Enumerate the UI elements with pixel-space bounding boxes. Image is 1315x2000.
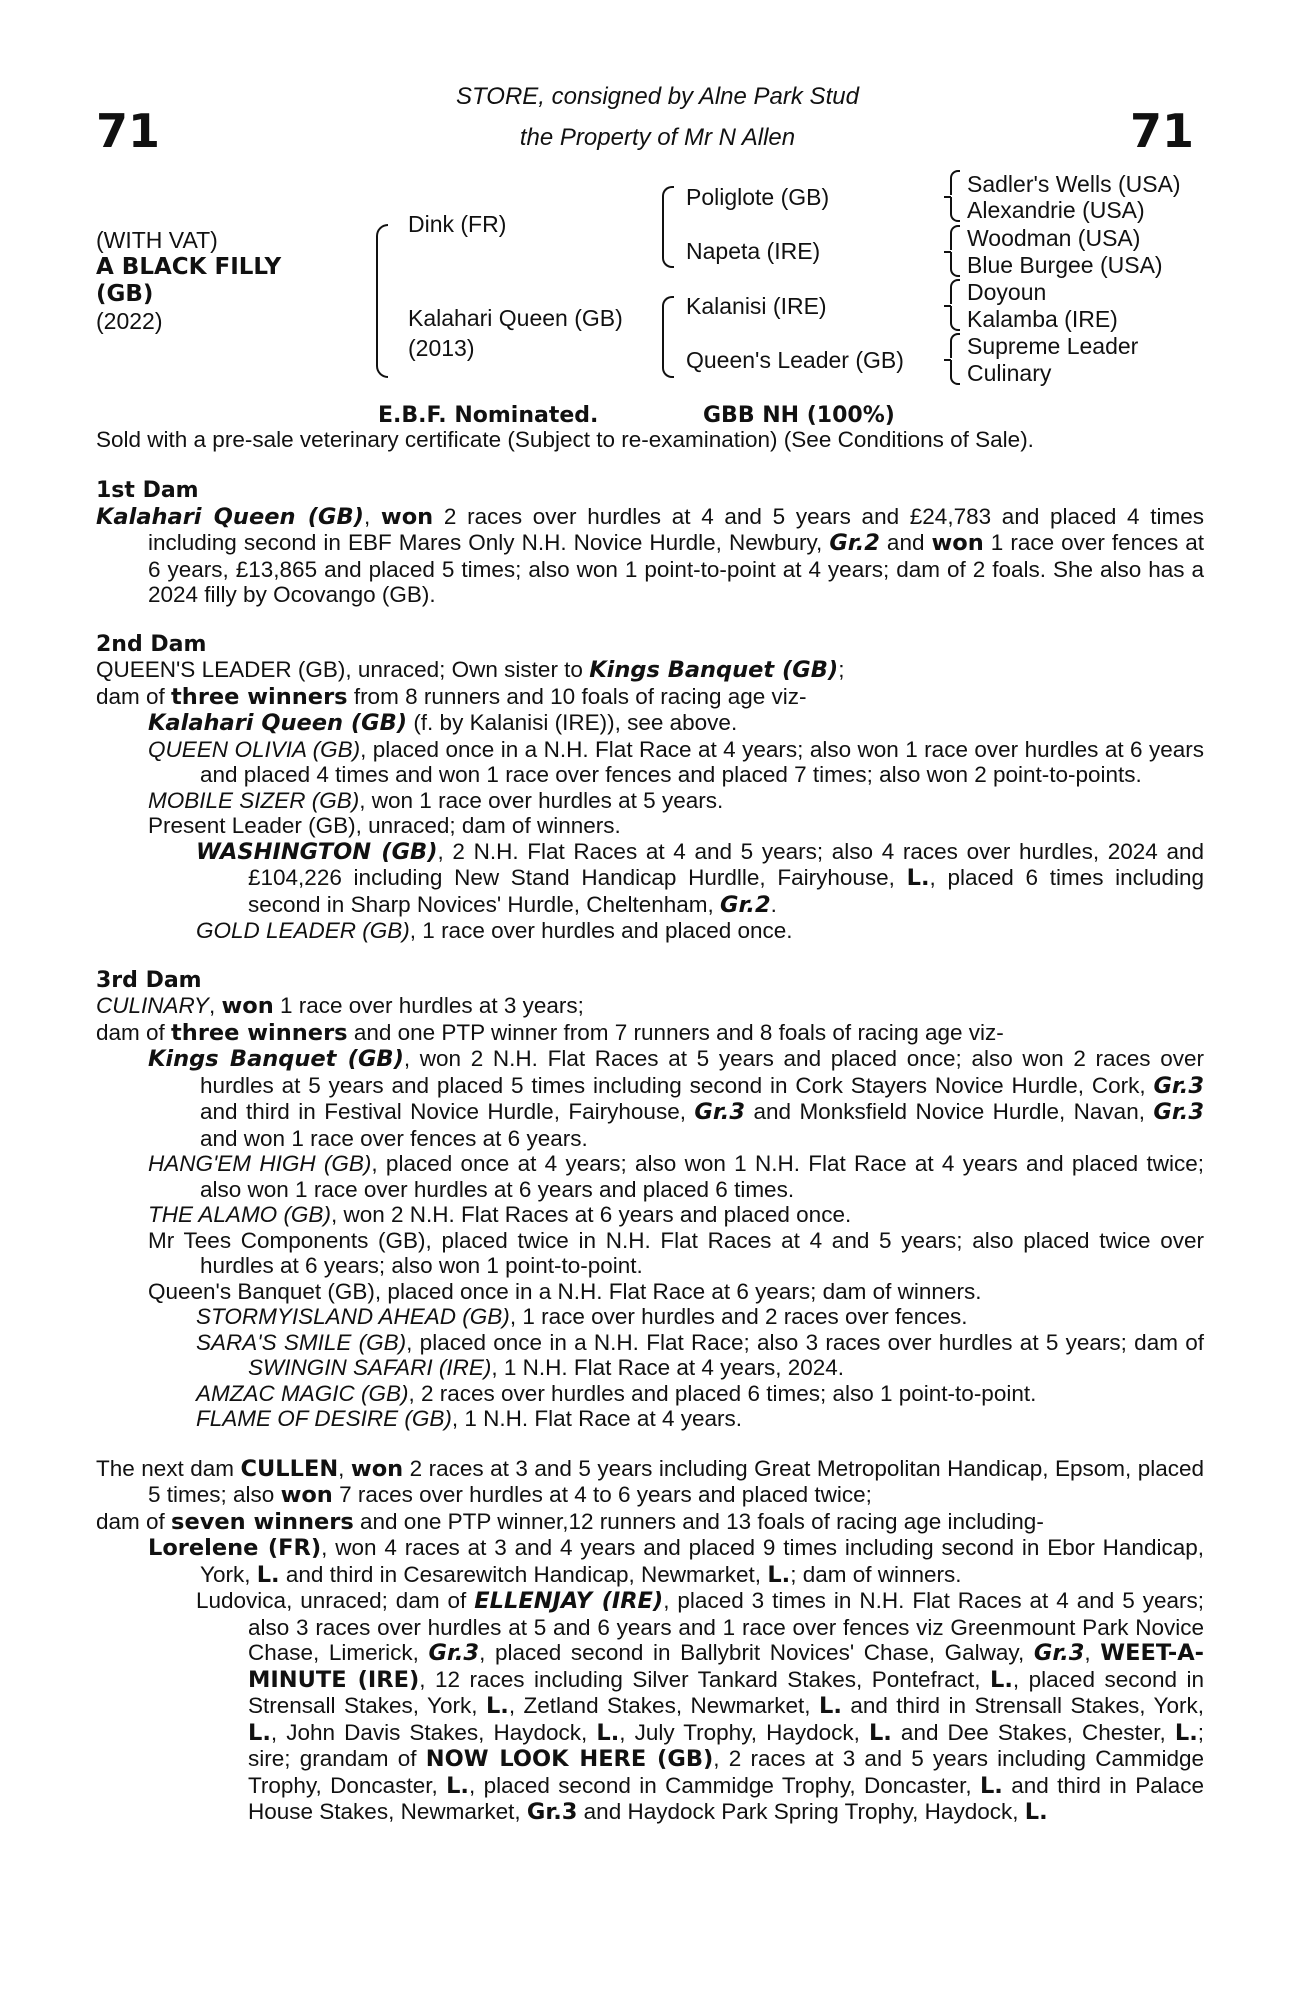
first-dam-paragraph: Kalahari Queen (GB), won 2 races over hurdles at 4 and 5 years and £24,783 and placed 4 times including second in EBF Mares Only N.H. Novice Hurdle, Newbury, Gr.2 and won 1 race over fences at 6 years, £13,865 and placed 5 times; also won 1 point-to-point at 4 years; dam of 2 foals. She also has a 2024 filly by Ocovango (GB). — [96, 503, 1205, 607]
pedigree-sire-sire: Poliglote (GB) — [686, 184, 830, 210]
pedigree-brace-g3 — [944, 279, 954, 331]
pedigree-gg-4: Blue Burgee (USA) — [967, 252, 1163, 278]
pedigree-brace-g2 — [944, 225, 954, 277]
produce-entry: THE ALAMO (GB), won 2 N.H. Flat Races at 6 years and placed once. — [148, 1202, 852, 1227]
property-line: the Property of Mr N Allen — [519, 124, 796, 151]
gbb-nomination: GBB NH (100%) — [703, 403, 895, 428]
lot-number-right: 71 — [1130, 104, 1195, 158]
pedigree-gg-2: Alexandrie (USA) — [967, 197, 1145, 223]
produce-entry: QUEEN OLIVIA (GB), placed once in a N.H. Flat Race at 4 years; also won 1 race over hurdles at 6 years and placed 4 times and won 1 race over fences and placed 7 times; also won 2 point-to-points. — [148, 736, 1204, 787]
pedigree-dam: Kalahari Queen (GB) — [408, 305, 623, 331]
catalogue-body — [96, 478, 1204, 1826]
produce-entry: Mr Tees Components (GB), placed twice in N.H. Flat Races at 4 and 5 years; also placed twice over hurdles at 6 years; also won 1 point-to-point. — [148, 1227, 1204, 1278]
produce-entry: Kings Banquet (GB), won 2 N.H. Flat Races at 5 years and placed once; also won 2 races over hurdles at 5 years and placed 5 times including second in Cork Stayers Novice Hurdle, Cork, Gr.3 and third in Festival Novice Hurdle, Fairyhouse, Gr.3 and Monksfield Novice Hurdle, Navan, Gr.3 and won 1 race over fences at 6 years. — [148, 1046, 1204, 1151]
produce-entry: Queen's Banquet (GB), placed once in a N.H. Flat Race at 6 years; dam of winners. — [148, 1278, 982, 1304]
lot-number-left: 71 — [96, 104, 161, 158]
third-dam-heading: 3rd Dam — [96, 967, 202, 993]
second-dam-heading: 2nd Dam — [96, 631, 207, 657]
pedigree-brace-sire — [662, 186, 674, 268]
pedigree-sire: Dink (FR) — [408, 211, 507, 237]
produce-entry-sub: GOLD LEADER (GB), 1 race over hurdles and placed once. — [196, 918, 793, 943]
produce-entry-sub: Ludovica, unraced; dam of ELLENJAY (IRE), placed 3 times in N.H. Flat Races at 4 and 5 years; also 3 races over hurdles at 5 and 6 years and 1 race over fences viz Greenmount Park Novice Chase, Limerick, Gr.3, placed second in Ballybrit Novices' Chase, Galway, Gr.3, WEET-A-MINUTE (IRE), 12 races including Silver Tankard Stakes, Pontefract, L., placed second in Strensall Stakes, York, L., Zetland Stakes, Newmarket, L. and third in Strensall Stakes, York, L., John Davis Stakes, Haydock, L., July Trophy, Haydock, L. and Dee Stakes, Chester, L.; sire; grandam of NOW LOOK HERE (GB), 2 races at 3 and 5 years including Cammidge Trophy, Doncaster, L., placed second in Cammidge Trophy, Doncaster, L. and third in Palace House Stakes, Newmarket, Gr.3 and Haydock Park Spring Trophy, Haydock, L. — [196, 1588, 1205, 1825]
pedigree-brace-g4 — [944, 333, 954, 385]
next-dam-paragraph: The next dam CULLEN, won 2 races at 3 and 5 years including Great Metropolitan Handicap, Epsom, placed 5 times; also won 7 races over hurdles at 4 to 6 years and placed twice; — [96, 1455, 1204, 1508]
pedigree-dam-dam: Queen's Leader (GB) — [686, 347, 904, 373]
horse-country: (GB) — [96, 281, 154, 307]
horse-identity — [96, 227, 281, 335]
pedigree-gg-8: Culinary — [967, 360, 1052, 386]
ebf-nomination: E.B.F. Nominated. — [378, 403, 599, 428]
pedigree-gg-6: Kalamba (IRE) — [967, 306, 1118, 332]
produce-entry-sub: WASHINGTON (GB), 2 N.H. Flat Races at 4 and 5 years; also 4 races over hurdles, 2024 and £104,226 including New Stand Handicap Hurdlle, Fairyhouse, L., placed 6 times including second in Sharp Novices' Hurdle, Cheltenham, Gr.2. — [196, 838, 1205, 918]
third-dam-line: CULINARY, won 1 race over hurdles at 3 years; — [96, 993, 584, 1019]
horse-description: A BLACK FILLY — [96, 254, 282, 280]
pedigree-dam-sire: Kalanisi (IRE) — [686, 293, 827, 319]
first-dam-heading: 1st Dam — [96, 478, 199, 503]
pedigree-gg-7: Supreme Leader — [967, 333, 1139, 359]
next-dam-produce-line: dam of seven winners and one PTP winner,12 runners and 13 foals of racing age including- — [96, 1508, 1044, 1535]
produce-entry: Lorelene (FR), won 4 races at 3 and 4 years and placed 9 times including second in Ebor Handicap, York, L. and third in Cesarewitch Handicap, Newmarket, L.; dam of winners. — [148, 1535, 1204, 1588]
pedigree-brace-main — [376, 224, 388, 378]
pedigree-brace-dam — [662, 296, 674, 378]
horse-year: (2022) — [96, 308, 163, 334]
pedigree-brace-g1 — [944, 170, 954, 222]
second-dam-produce-line: dam of three winners from 8 runners and 10 foals of racing age viz- — [96, 683, 807, 710]
first-dam-name: Kalahari Queen (GB) — [96, 503, 364, 530]
produce-entry-sub: STORMYISLAND AHEAD (GB), 1 race over hurdles and 2 races over fences. — [196, 1304, 968, 1329]
produce-entry: MOBILE SIZER (GB), won 1 race over hurdles at 5 years. — [148, 787, 724, 813]
produce-entry-sub: SARA'S SMILE (GB), placed once in a N.H. Flat Race; also 3 races over hurdles at 5 years; dam of SWINGIN SAFARI (IRE), 1 N.H. Flat Race at 4 years, 2024. — [196, 1329, 1204, 1380]
pedigree-dam-year: (2013) — [408, 335, 475, 361]
pedigree-gg-5: Doyoun — [967, 279, 1047, 305]
pedigree-gg-1: Sadler's Wells (USA) — [967, 171, 1181, 197]
third-dam-produce-line: dam of three winners and one PTP winner from 7 runners and 8 foals of racing age viz- — [96, 1019, 1004, 1046]
produce-entry: Present Leader (GB), unraced; dam of winners. — [148, 813, 621, 838]
vet-note: Sold with a pre-sale veterinary certificate (Subject to re-examination) (See Conditions of Sale). — [96, 427, 1034, 452]
produce-entry-sub: AMZAC MAGIC (GB), 2 races over hurdles and placed 6 times; also 1 point-to-point. — [196, 1380, 1037, 1406]
pedigree-gg-3: Woodman (USA) — [967, 225, 1141, 251]
produce-entry-sub: FLAME OF DESIRE (GB), 1 N.H. Flat Race at 4 years. — [196, 1406, 742, 1431]
produce-entry: Kalahari Queen (GB) (f. by Kalanisi (IRE)), see above. — [148, 710, 738, 736]
vat-label: (WITH VAT) — [96, 227, 218, 253]
pedigree-sire-dam: Napeta (IRE) — [686, 238, 821, 264]
produce-entry: HANG'EM HIGH (GB), placed once at 4 years; also won 1 N.H. Flat Race at 4 years and placed twice; also won 1 race over hurdles at 6 years and placed 6 times. — [148, 1151, 1204, 1202]
consignor-line: STORE, consigned by Alne Park Stud — [456, 83, 859, 110]
second-dam-line: QUEEN'S LEADER (GB), unraced; Own sister to Kings Banquet (GB); — [96, 657, 845, 683]
